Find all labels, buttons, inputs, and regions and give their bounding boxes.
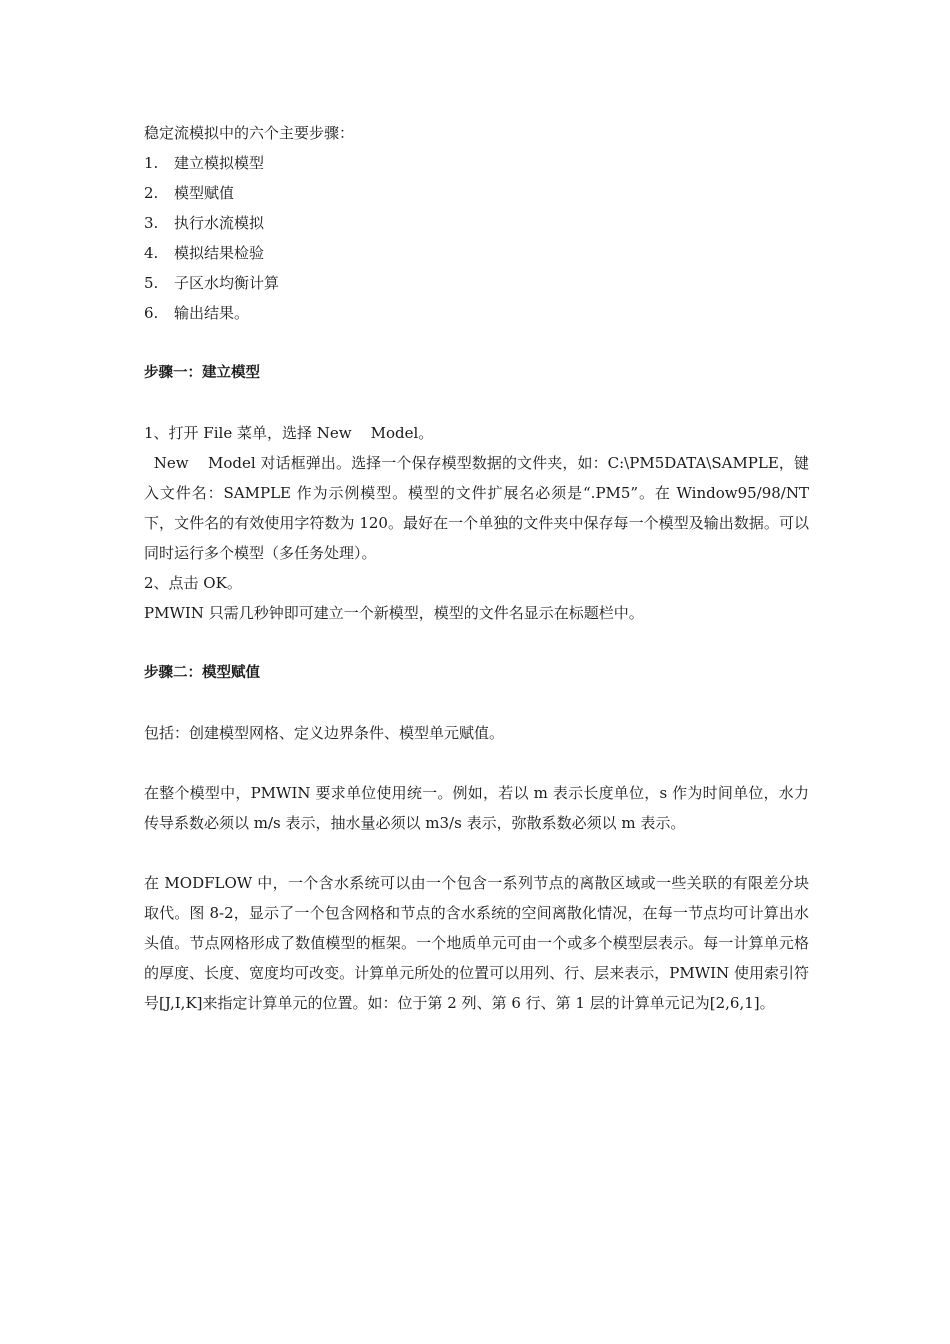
list-item [144,298,809,328]
list-number: 6. [144,304,159,322]
list-item [144,238,809,268]
list-number: 3. [144,214,159,232]
list-text: 输出结果。 [174,304,250,322]
section2-heading: 步骤二：模型赋值 [144,665,260,681]
steps-list [144,148,809,328]
section1-heading: 步骤一：建立模型 [144,365,260,381]
section1-para3: 2、点击 OK。 [144,574,242,592]
section2-para1: 包括：创建模型网格、定义边界条件、模型单元赋值。 [144,724,505,742]
list-text: 子区水均衡计算 [174,274,280,292]
list-item [144,178,809,208]
section1-para2: New Model 对话框弹出。选择一个保存模型数据的文件夹，如：C:\PM5DATA\SAMPLE，键入文件名：SAMPLE 作为示例模型。模型的文件扩展名必须是“.PM5”。在 Window95/98/NT 下，文件名的有效使用字符数为 120。最好在一个单独的文件夹中保存每一个模型及输出数据。可以同时运行多个模型（多任务处理）。 [144,454,814,562]
list-number: 5. [144,274,159,292]
intro-text: 稳定流模拟中的六个主要步骤： [144,124,355,142]
section2-para3: 在 MODFLOW 中，一个含水系统可以由一个包含一系列节点的离散区域或一些关联的有限差分块取代。图 8-2，显示了一个包含网格和节点的含水系统的空间离散化情况，在每一节点均可计算出水头值。节点网格形成了数值模型的框架。一个地质单元可由一个或多个模型层表示。每一计算单元格的厚度、长度、宽度均可改变。计算单元所处的位置可以用列、行、层来表示，PMWIN 使用索引符号[J,I,K]来指定计算单元的位置。如：位于第 2 列、第 6 行、第 1 层的计算单元记为[2,6,1]。 [144,874,809,1012]
list-text: 模型赋值 [174,184,235,202]
list-number: 4. [144,244,159,262]
list-item [144,148,809,178]
list-text: 执行水流模拟 [174,214,265,232]
section1-para1: 1、打开 File 菜单，选择 New Model。 [144,424,434,442]
section1-para4: PMWIN 只需几秒钟即可建立一个新模型，模型的文件名显示在标题栏中。 [144,604,644,622]
section2-para2: 在整个模型中，PMWIN 要求单位使用统一。例如，若以 m 表示长度单位，s 作为时间单位，水力传导系数必须以 m/s 表示，抽水量必须以 m3/s 表示，弥散系数必须以 m 表示。 [144,784,809,832]
list-item [144,268,809,298]
list-text: 模拟结果检验 [174,244,265,262]
list-item [144,208,809,238]
list-number: 2. [144,184,159,202]
list-number: 1. [144,154,159,172]
document-page [144,118,814,1018]
list-text: 建立模拟模型 [174,154,265,172]
